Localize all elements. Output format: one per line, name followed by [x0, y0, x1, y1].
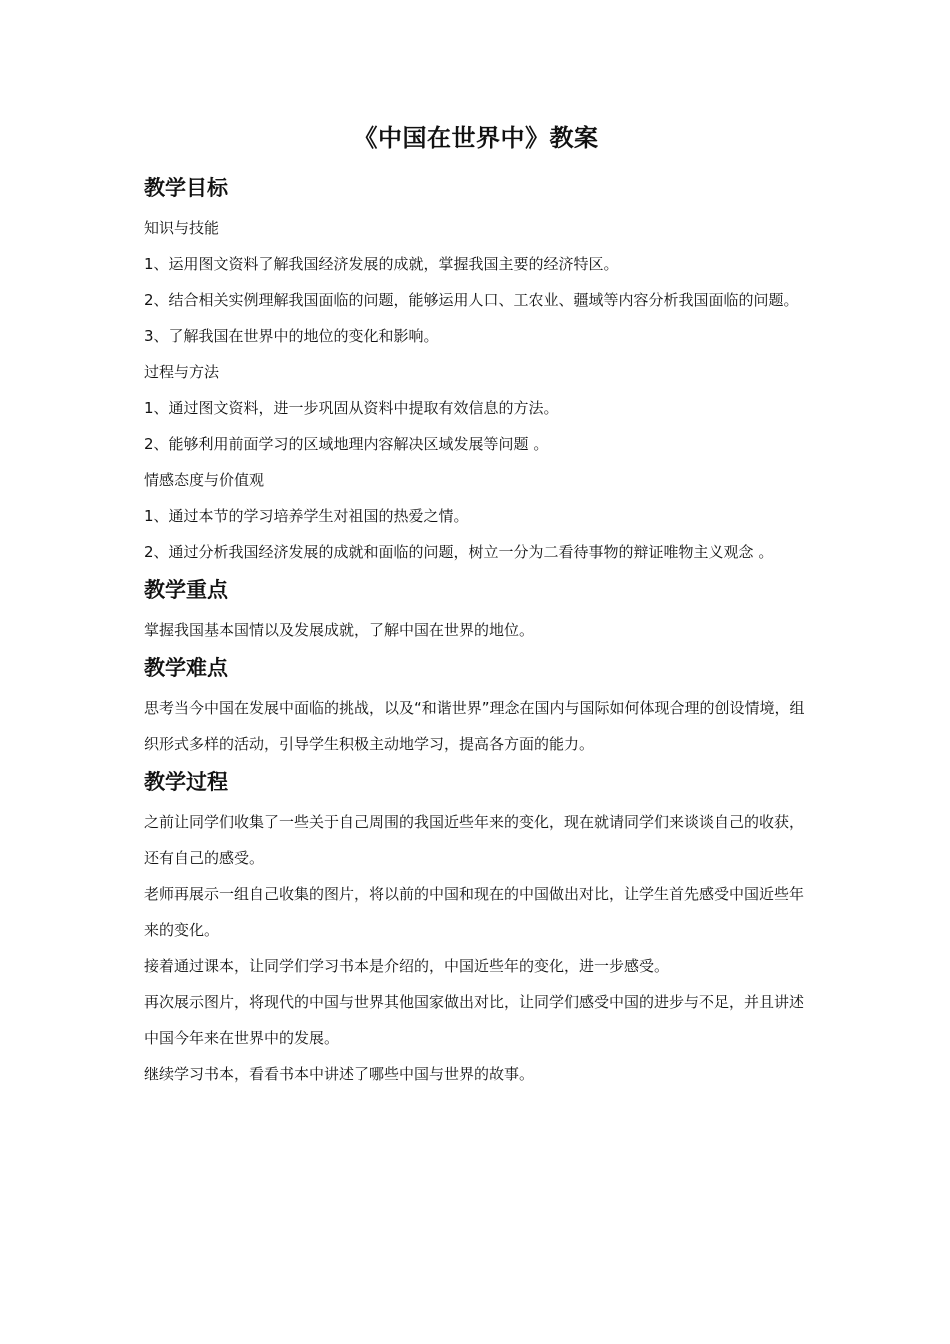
attitude-item: 2、通过分析我国经济发展的成就和面临的问题，树立一分为二看待事物的辩证唯物主义观念 。: [144, 543, 774, 561]
knowledge-item: 3、了解我国在世界中的地位的变化和影响。: [144, 327, 439, 345]
section-keypoints: [144, 572, 808, 648]
attitude-item: 1、通过本节的学习培养学生对祖国的热爱之情。: [144, 507, 469, 525]
section-heading-process: 教学过程: [144, 770, 228, 794]
section-heading-objectives: 教学目标: [144, 176, 228, 200]
section-heading-difficulties: 教学难点: [144, 656, 228, 680]
knowledge-item: 1、运用图文资料了解我国经济发展的成就，掌握我国主要的经济特区。: [144, 255, 619, 273]
section-process: [144, 764, 808, 1092]
process-method-item: 1、通过图文资料，进一步巩固从资料中提取有效信息的方法。: [144, 399, 559, 417]
knowledge-item: 2、结合相关实例理解我国面临的问题，能够运用人口、工农业、疆域等内容分析我国面临的问题。: [144, 291, 799, 309]
process-paragraph: 再次展示图片，将现代的中国与世界其他国家做出对比，让同学们感受中国的进步与不足，并且讲述中国今年来在世界中的发展。: [144, 993, 805, 1047]
section-objectives: [144, 170, 808, 570]
process-paragraph: 老师再展示一组自己收集的图片，将以前的中国和现在的中国做出对比，让学生首先感受中国近些年来的变化。: [144, 885, 805, 939]
process-paragraph: 继续学习书本，看看书本中讲述了哪些中国与世界的故事。: [144, 1065, 535, 1083]
process-paragraph: 之前让同学们收集了一些关于自己周围的我国近些年来的变化，现在就请同学们来谈谈自己的收获，还有自己的感受。: [144, 813, 805, 867]
document-page: [144, 118, 808, 1092]
subhead-process-method: 过程与方法: [144, 363, 220, 381]
difficulties-text: 思考当今中国在发展中面临的挑战，以及“和谐世界”理念在国内与国际如何体现合理的创设情境，组织形式多样的活动，引导学生积极主动地学习，提高各方面的能力。: [144, 699, 805, 753]
process-paragraph: 接着通过课本，让同学们学习书本是介绍的，中国近些年的变化，进一步感受。: [144, 957, 670, 975]
section-heading-keypoints: 教学重点: [144, 578, 228, 602]
section-difficulties: [144, 650, 808, 762]
subhead-knowledge: 知识与技能: [144, 219, 220, 237]
keypoints-text: 掌握我国基本国情以及发展成就，了解中国在世界的地位。: [144, 621, 535, 639]
process-method-item: 2、能够利用前面学习的区域地理内容解决区域发展等问题 。: [144, 435, 549, 453]
document-title: 《中国在世界中》教案: [353, 124, 599, 152]
subhead-attitude: 情感态度与价值观: [144, 471, 265, 489]
